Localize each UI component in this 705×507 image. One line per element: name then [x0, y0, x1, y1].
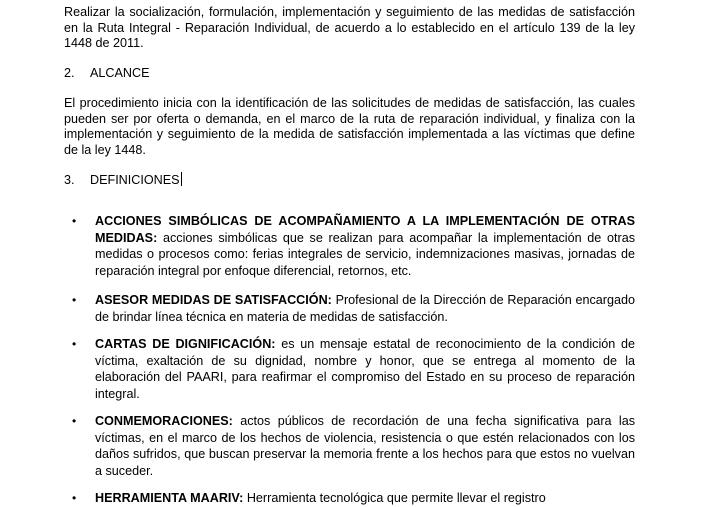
definition-text: actos públicos de recordación de una fecha significativa para las víctimas, en el marco de los hechos de violencia, resistencia o que estén relacionados con los daños sufridos, que buscan preservar la memoria frente a los hechos para que estos no vuelvan a suceder. [95, 414, 635, 478]
bullet-icon: • [72, 414, 77, 428]
definition-term: ASESOR MEDIDAS DE SATISFACCIÓN: [95, 293, 332, 307]
definition-term: CONMEMORACIONES: [95, 414, 233, 428]
alcance-paragraph: El procedimiento inicia con la identificación de las solicitudes de medidas de satisfacción, las cuales pueden ser por oferta o demanda, en el marco de la ruta de reparación individual, y finaliza con la implementación y seguimiento de la medida de satisfacción implementada a las víctimas que define de la ley 1448. [64, 96, 635, 157]
section-title: DEFINICIONES [90, 173, 180, 187]
definition-item [72, 490, 635, 505]
definition-item [72, 413, 635, 479]
definition-text: acciones simbólicas que se realizan para acompañar la implementación de otras medidas o procesos como: ferias integrales de servicio, indemnizaciones masivas, jornadas de reparación integral por enfoque diferencial, retornos, etc. [95, 230, 635, 278]
bullet-icon: • [72, 214, 77, 228]
definition-text: Profesional de la Dirección de Reparación encargado de brindar línea técnica en materia de medidas de satisfacción. [95, 293, 635, 324]
definition-item [72, 292, 635, 325]
definition-term: CARTAS DE DIGNIFICACIÓN: [95, 337, 276, 351]
definition-text: es un mensaje estatal de reconocimiento de la condición de víctima, exaltación de su dignidad, nombre y honor, que se entrega al momento de la elaboración del PAARI, para reafirmar el compromiso del Estado en su proceso de reparación integral. [95, 337, 635, 401]
bullet-icon: • [72, 491, 77, 505]
bullet-icon: • [72, 337, 77, 351]
definition-item [72, 213, 635, 279]
definition-item [72, 336, 635, 402]
objective-paragraph: Realizar la socialización, formulación, implementación y seguimiento de las medidas de satisfacción en la Ruta Integral - Reparación Individual, de acuerdo a lo establecido en el artículo 139 de la ley 1448 de 2011. [64, 5, 635, 50]
section-number: 3. [64, 173, 75, 187]
section-number: 2. [64, 66, 75, 80]
section-heading-definiciones [64, 172, 182, 188]
definition-text: Herramienta tecnológica que permite llevar el registro [243, 491, 546, 505]
section-title: ALCANCE [90, 66, 150, 80]
definition-term: ACCIONES SIMBÓLICAS DE ACOMPAÑAMIENTO A LA IMPLEMENTACIÓN DE OTRAS MEDIDAS: [95, 214, 635, 245]
definition-term: HERRAMIENTA MAARIV: [95, 491, 244, 505]
section-heading-alcance [64, 65, 150, 81]
bullet-icon: • [72, 293, 77, 307]
text-cursor [181, 172, 182, 186]
